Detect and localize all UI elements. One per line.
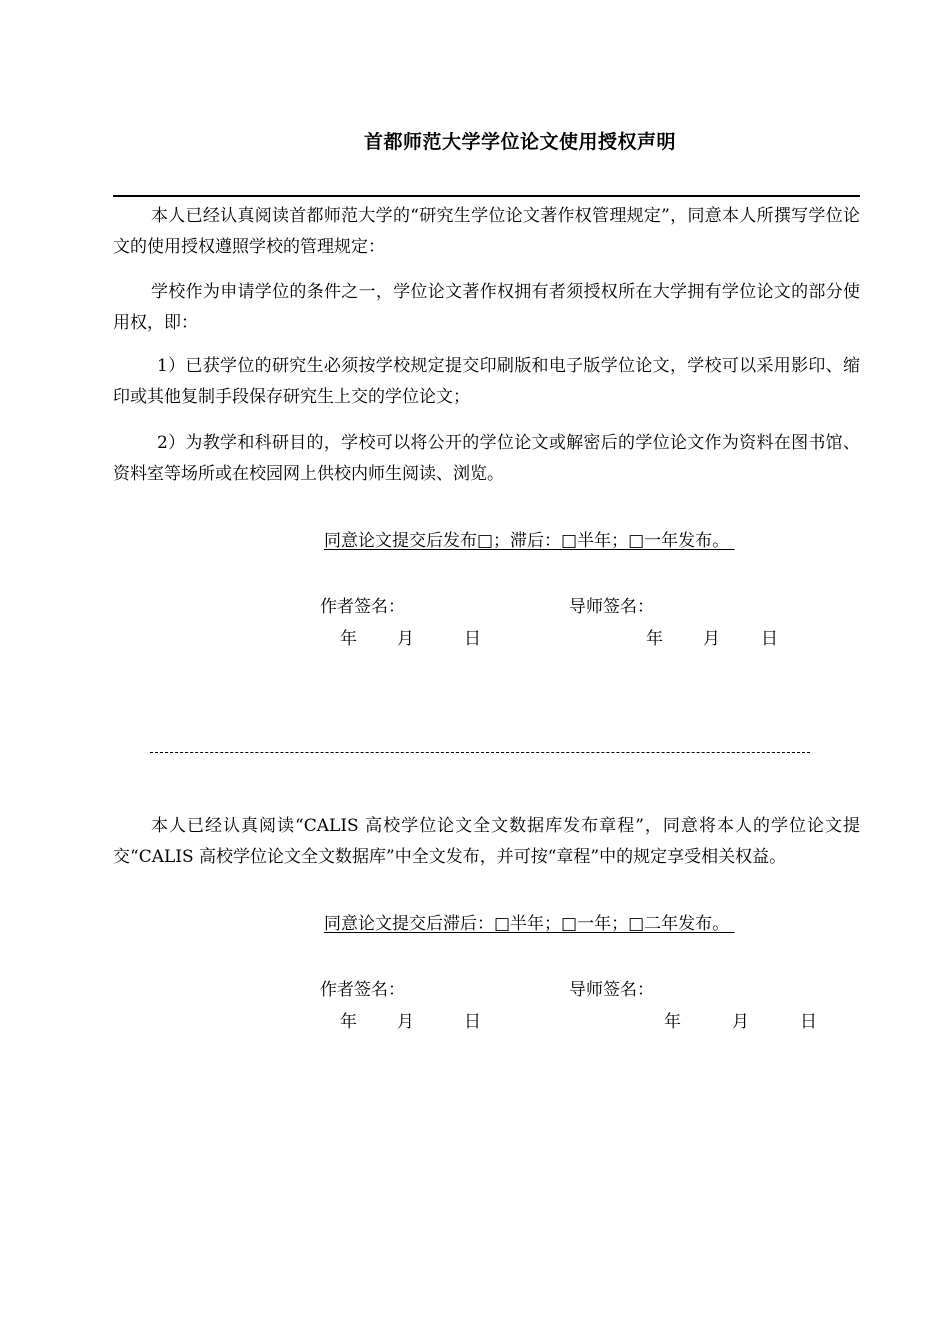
statement-clause-2: 2）为教学和科研目的，学校可以将公开的学位论文或解密后的学位论文作为资料在图书馆、资料室等场所或在校园网上供校内师生阅读、浏览。 <box>113 433 860 484</box>
author-date-month: 月 <box>397 629 414 649</box>
advisor-date-month: 月 <box>703 629 720 649</box>
statement-clause-1: 1）已获学位的研究生必须按学校规定提交印刷版和电子版学位论文，学校可以采用影印、缩印或其他复制手段保存研究生上交的学位论文； <box>113 356 860 407</box>
calis-advisor-signature-label: 导师签名： <box>569 980 654 1000</box>
advisor-date-day: 日 <box>761 629 778 649</box>
calis-advisor-date-day: 日 <box>800 1012 817 1032</box>
calis-release-agreement-line: 同意论文提交后滞后：□半年；□一年；□二年发布。 <box>324 914 735 934</box>
title-divider <box>113 195 860 197</box>
author-date-year: 年 <box>340 629 357 649</box>
calis-author-date-month: 月 <box>397 1012 414 1032</box>
calis-advisor-date-month: 月 <box>732 1012 749 1032</box>
calis-author-date-year: 年 <box>340 1012 357 1032</box>
calis-author-date-day: 日 <box>464 1012 481 1032</box>
calis-advisor-date-year: 年 <box>664 1012 681 1032</box>
calis-statement-paragraph: 本人已经认真阅读“CALIS 高校学位论文全文数据库发布章程”，同意将本人的学位论文提交“CALIS 高校学位论文全文数据库”中全文发布，并可按“章程”中的规定享受相关权益。 <box>113 816 860 867</box>
calis-author-signature-label: 作者签名： <box>320 980 405 1000</box>
advisor-date-year: 年 <box>646 629 663 649</box>
author-signature-label: 作者签名： <box>320 597 405 617</box>
release-agreement-line: 同意论文提交后发布□；滞后：□半年；□一年发布。 <box>324 531 735 551</box>
author-date-day: 日 <box>464 629 481 649</box>
page-title: 首都师范大学学位论文使用授权声明 <box>363 131 676 153</box>
statement-paragraph-2: 学校作为申请学位的条件之一，学位论文著作权拥有者须授权所在大学拥有学位论文的部分使用权，即： <box>113 282 860 333</box>
section-separator <box>150 752 810 753</box>
statement-paragraph-1: 本人已经认真阅读首都师范大学的“研究生学位论文著作权管理规定”，同意本人所撰写学位论文的使用授权遵照学校的管理规定： <box>113 206 860 257</box>
advisor-signature-label: 导师签名： <box>569 597 654 617</box>
